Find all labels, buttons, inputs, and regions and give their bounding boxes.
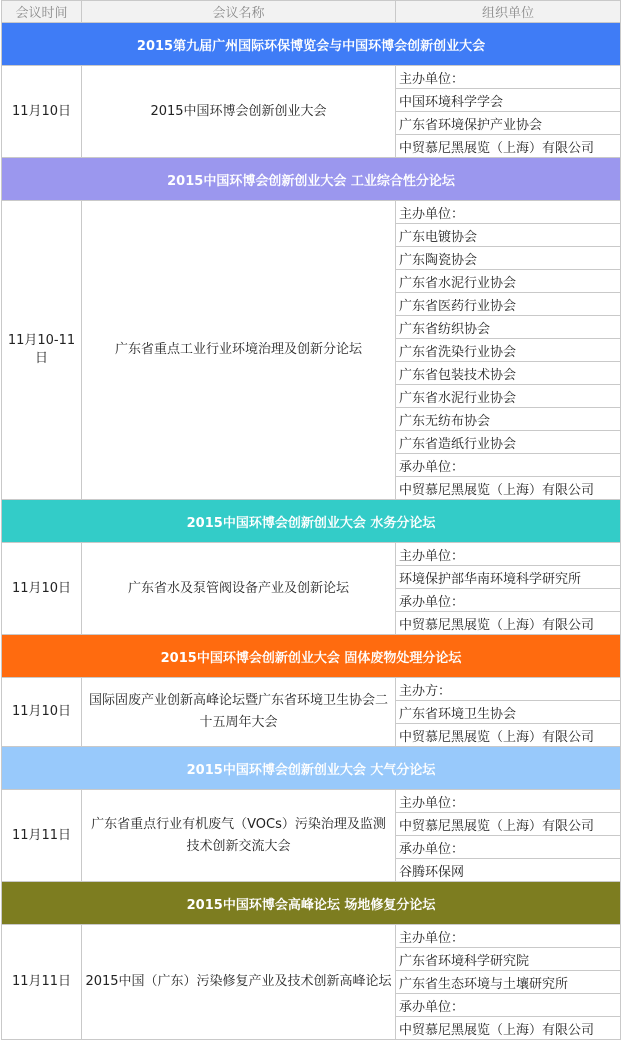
organizer-item: 主办单位： [396,790,621,813]
organizer-item: 广东省造纸行业协会 [396,431,621,454]
organizer-item: 主办单位： [396,66,621,89]
organizer-item: 主办方： [396,678,621,701]
section-banner-row [2,23,621,66]
organizer-item: 广东省医药行业协会 [396,293,621,316]
organizer-item: 广东省生态环境与土壤研究所 [396,971,621,994]
organizer-item: 承办单位： [396,994,621,1017]
organizer-item: 主办单位： [396,925,621,948]
organizer-item: 广东省纺织协会 [396,316,621,339]
organizer-item: 广东省水泥行业协会 [396,385,621,408]
meeting-date: 11月10日 [2,66,82,158]
organizer-item: 广东省洗染行业协会 [396,339,621,362]
section-title: 2015第九届广州国际环保博览会与中国环博会创新创业大会 [2,23,621,66]
conference-schedule-table [1,0,621,1040]
header-org: 组织单位 [396,1,621,23]
meeting-date: 11月10日 [2,678,82,747]
organizer-item: 广东省环境科学研究院 [396,948,621,971]
organizer-item: 主办单位： [396,201,621,224]
organizer-item: 主办单位： [396,543,621,566]
meeting-date: 11月11日 [2,790,82,882]
section-banner-row [2,158,621,201]
organizer-item: 承办单位： [396,836,621,859]
section-title: 2015中国环博会高峰论坛 场地修复分论坛 [2,882,621,925]
organizer-item: 中贸慕尼黑展览（上海）有限公司 [396,135,621,158]
meeting-name: 2015中国（广东）污染修复产业及技术创新高峰论坛 [82,925,396,1040]
table-row [2,66,621,89]
organizer-item: 中贸慕尼黑展览（上海）有限公司 [396,612,621,635]
section-title: 2015中国环博会创新创业大会 固体废物处理分论坛 [2,635,621,678]
schedule-body [2,23,621,1040]
meeting-name: 国际固废产业创新高峰论坛暨广东省环境卫生协会二十五周年大会 [82,678,396,747]
section-banner-row [2,635,621,678]
organizer-item: 谷腾环保网 [396,859,621,882]
organizer-item: 广东省包装技术协会 [396,362,621,385]
meeting-name: 2015中国环博会创新创业大会 [82,66,396,158]
section-title: 2015中国环博会创新创业大会 大气分论坛 [2,747,621,790]
section-banner-row [2,882,621,925]
meeting-date: 11月10-11日 [2,201,82,500]
table-row [2,201,621,224]
organizer-item: 中贸慕尼黑展览（上海）有限公司 [396,477,621,500]
organizer-item: 广东省环境卫生协会 [396,701,621,724]
organizer-item: 广东省环境保护产业协会 [396,112,621,135]
section-title: 2015中国环博会创新创业大会 工业综合性分论坛 [2,158,621,201]
header-row [2,1,621,23]
table-row [2,543,621,566]
meeting-date: 11月11日 [2,925,82,1040]
organizer-item: 广东无纺布协会 [396,408,621,431]
organizer-item: 中贸慕尼黑展览（上海）有限公司 [396,724,621,747]
meeting-name: 广东省重点行业有机废气（VOCs）污染治理及监测技术创新交流大会 [82,790,396,882]
organizer-item: 广东省水泥行业协会 [396,270,621,293]
section-title: 2015中国环博会创新创业大会 水务分论坛 [2,500,621,543]
section-banner-row [2,500,621,543]
header-name: 会议名称 [82,1,396,23]
organizer-item: 广东电镀协会 [396,224,621,247]
table-row [2,925,621,948]
organizer-item: 环境保护部华南环境科学研究所 [396,566,621,589]
organizer-item: 承办单位： [396,589,621,612]
organizer-item: 广东陶瓷协会 [396,247,621,270]
organizer-item: 中贸慕尼黑展览（上海）有限公司 [396,813,621,836]
meeting-name: 广东省重点工业行业环境治理及创新分论坛 [82,201,396,500]
organizer-item: 中国环境科学学会 [396,89,621,112]
organizer-item: 中贸慕尼黑展览（上海）有限公司 [396,1017,621,1040]
meeting-name: 广东省水及泵管阀设备产业及创新论坛 [82,543,396,635]
header-time: 会议时间 [2,1,82,23]
organizer-item: 承办单位： [396,454,621,477]
table-row [2,790,621,813]
table-row [2,678,621,701]
meeting-date: 11月10日 [2,543,82,635]
section-banner-row [2,747,621,790]
